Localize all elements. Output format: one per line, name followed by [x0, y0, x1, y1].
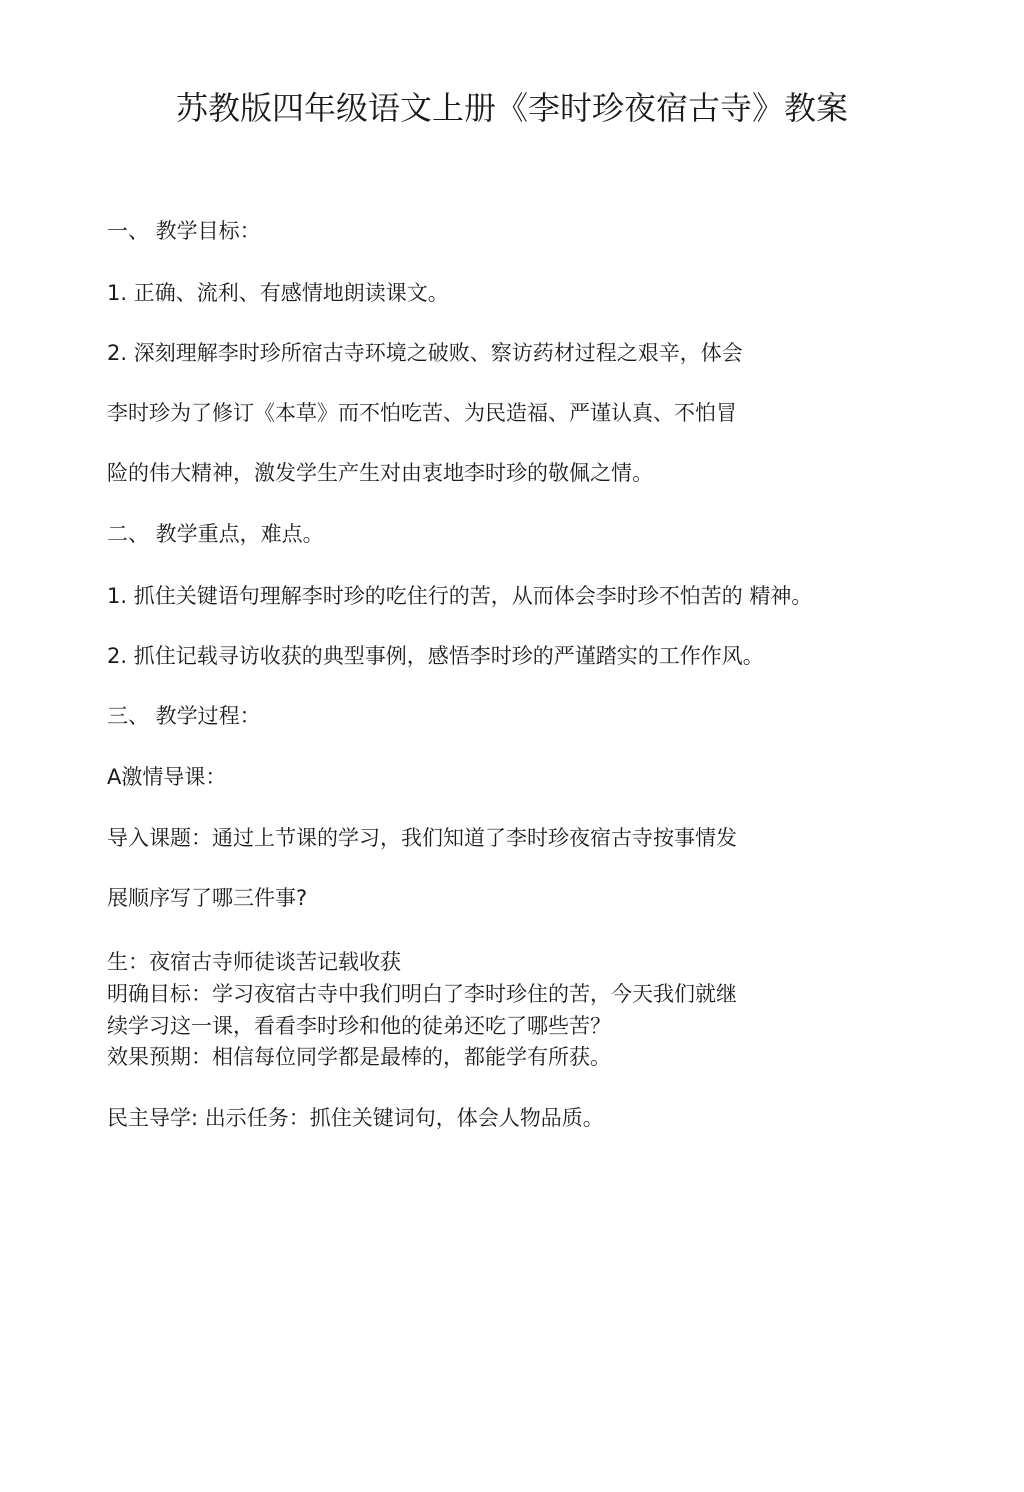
- subheading-intro: A激情导课：: [107, 765, 227, 789]
- section-heading-process: 三、 教学过程：: [107, 704, 261, 728]
- paragraph-line: 续学习这一课，看看李时珍和他的徒弟还吃了哪些苦？: [107, 1014, 611, 1038]
- document-title: 苏教版四年级语文上册《李时珍夜宿古寺》教案: [175, 89, 848, 127]
- section-heading-objectives: 一、 教学目标：: [107, 219, 261, 243]
- paragraph-line: 民主导学: 出示任务：抓住关键词句，体会人物品质。: [107, 1106, 604, 1130]
- paragraph-line: 1. 抓住关键语句理解李时珍的吃住行的苦，从而体会李时珍不怕苦的 精神。: [107, 584, 813, 608]
- paragraph-line: 效果预期：相信每位同学都是最棒的，都能学有所获。: [107, 1045, 611, 1069]
- paragraph-line: 展顺序写了哪三件事?: [107, 886, 308, 910]
- paragraph-line: 2. 抓住记载寻访收获的典型事例，感悟李时珍的严谨踏实的工作作风。: [107, 644, 764, 668]
- paragraph-line: 1. 正确、流利、有感情地朗读课文。: [107, 281, 449, 305]
- paragraph-line: 导入课题：通过上节课的学习，我们知道了李时珍夜宿古寺按事情发: [107, 826, 737, 850]
- paragraph-line: 2. 深刻理解李时珍所宿古寺环境之破败、察访药材过程之艰辛，体会: [107, 341, 743, 365]
- paragraph-line: 明确目标：学习夜宿古寺中我们明白了李时珍住的苦，今天我们就继: [107, 982, 737, 1006]
- paragraph-line: 生：夜宿古寺师徒谈苦记载收获: [107, 950, 401, 974]
- paragraph-line: 险的伟大精神，激发学生产生对由衷地李时珍的敬佩之情。: [107, 461, 653, 485]
- paragraph-line: 李时珍为了修订《本草》而不怕吃苦、为民造福、严谨认真、不怕冒: [107, 401, 737, 425]
- section-heading-key-points: 二、 教学重点，难点。: [107, 522, 324, 546]
